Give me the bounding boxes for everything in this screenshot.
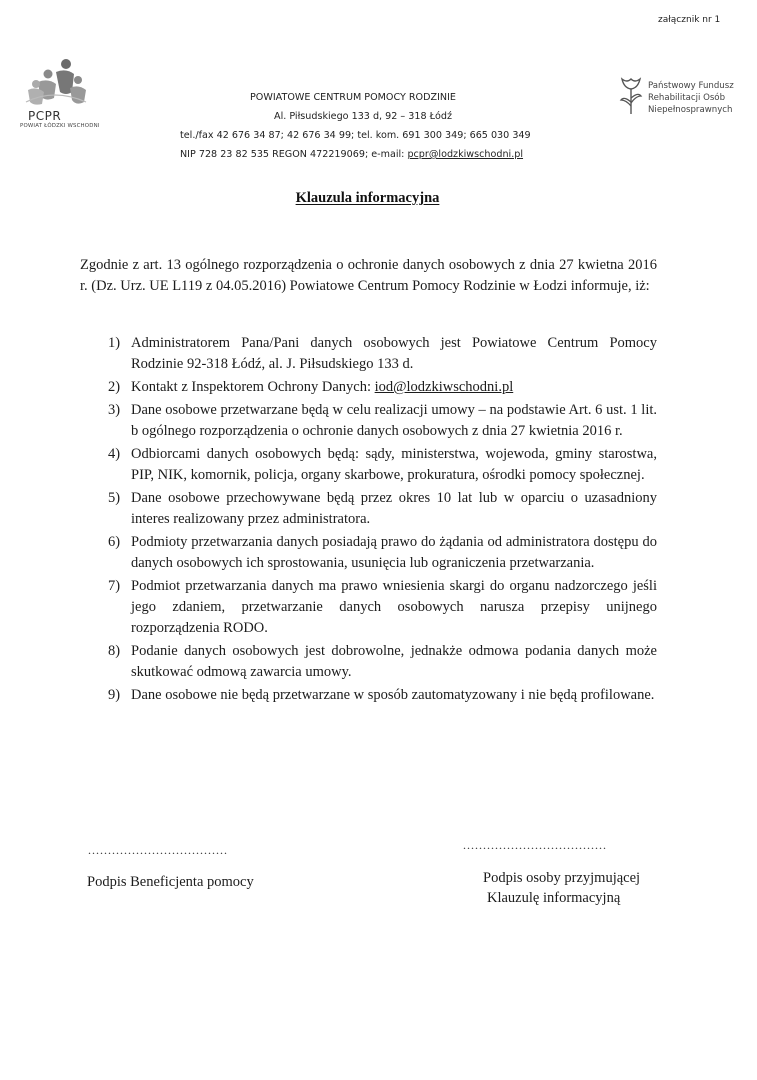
list-item-text: Podmioty przetwarzania danych posiadają prawo do żądania od administratora dostępu do danych osobowych ich sprostowania, usunięcia lub ograniczenia przetwarzania. (131, 534, 657, 571)
list-item-number: 3) (108, 402, 121, 418)
list-item-text: Administratorem Pana/Pani danych osobowych jest Powiatowe Centrum Pomocy Rodzinie 92-318 Łódź, al. J. Piłsudskiego 133 d. (131, 335, 657, 372)
document-title: Klauzula informacyjna (295, 190, 440, 206)
list-item-number: 9) (108, 687, 121, 703)
list-item-text: Dane osobowe nie będą przetwarzane w sposób zautomatyzowany i nie będą profilowane. (131, 687, 655, 703)
list-item-text: Podmiot przetwarzania danych ma prawo wniesienia skargi do organu nadzorczego jeśli jego zdaniem, przetwarzanie danych osobowych narusza przepisy unijnego rozporządzenia RODO. (131, 578, 657, 636)
family-figures-icon (20, 58, 90, 108)
list-item-number: 7) (108, 578, 121, 594)
intro-paragraph: Zgodnie z art. 13 ogólnego rozporządzenia o ochronie danych osobowych z dnia 27 kwietna 2016 r. (Dz. Urz. UE L119 z 04.05.2016) Powiatowe Centrum Pomocy Rodzinie w Łodzi informuje, iż: (80, 257, 657, 294)
list-item (100, 488, 657, 530)
list-item-number: 2) (108, 379, 121, 395)
list-item (100, 576, 657, 639)
clause-list (100, 333, 657, 708)
list-item (100, 333, 657, 375)
list-item-text: Dane osobowe przechowywane będą przez okres 10 lat lub w oparciu o uzasadniony interes realizowany przez administratora. (131, 490, 657, 527)
list-item (100, 400, 657, 442)
organization-ids (170, 145, 570, 164)
pfron-name-line-1: Państwowy Fundusz (648, 81, 734, 91)
receiver-signature-label (483, 868, 683, 908)
list-item (100, 641, 657, 683)
attachment-label: załącznik nr 1 (658, 15, 721, 25)
list-item (100, 532, 657, 574)
ids-text: NIP 728 23 82 535 REGON 472219069; e-mail: (180, 149, 408, 160)
organization-phones: tel./fax 42 676 34 87; 42 676 34 99; tel. kom. 691 300 349; 665 030 349 (180, 130, 531, 141)
list-item-text: Dane osobowe przetwarzane będą w celu realizacji umowy – na podstawie Art. 6 ust. 1 lit. b ogólnego rozporządzenia o ochronie danych osobowych z dnia 27 kwietnia 2016 r. (131, 402, 657, 439)
beneficiary-signature-label: Podpis Beneficjenta pomocy (87, 874, 254, 890)
list-item-text: Podanie danych osobowych jest dobrowolne, jednakże odmowa podania danych może skutkować odmową zawarcia umowy. (131, 643, 657, 680)
list-item-number: 4) (108, 446, 121, 462)
organization-email-link[interactable]: pcpr@lodzkiwschodni.pl (407, 149, 524, 160)
list-item (100, 444, 657, 486)
pfron-name (648, 80, 757, 116)
pcpr-subtitle: POWIAT ŁÓDZKI WSCHODNI (20, 123, 100, 129)
list-item-text: Kontakt z Inspektorem Ochrony Danych: (131, 379, 375, 395)
list-item (100, 377, 657, 398)
list-item (100, 685, 657, 706)
pfron-name-line-3: Niepełnosprawnych (648, 105, 733, 115)
list-item-number: 5) (108, 490, 121, 506)
organization-name: POWIATOWE CENTRUM POMOCY RODZINIE (250, 92, 456, 103)
beneficiary-signature-line: ................................... (88, 843, 228, 857)
list-item-number: 8) (108, 643, 121, 659)
list-item-text: Odbiorcami danych osobowych będą: sądy, ministerstwa, wojewoda, gminy starostwa, PIP, NIK, komornik, policja, organy skarbowe, prokuratura, ośrodki pomocy społecznej. (131, 446, 657, 483)
pcpr-logo (20, 58, 100, 136)
letterhead (170, 88, 570, 164)
tulip-icon (618, 76, 644, 116)
organization-address: Al. Piłsudskiego 133 d, 92 – 318 Łódź (274, 111, 452, 122)
pfron-logo (618, 76, 748, 126)
list-item-number: 6) (108, 534, 121, 550)
iod-email-link[interactable]: iod@lodzkiwschodni.pl (374, 379, 514, 395)
pfron-name-line-2: Rehabilitacji Osób (648, 93, 726, 103)
receiver-signature-line: .................................... (463, 838, 607, 852)
receiver-signature-label-line-1: Podpis osoby przyjmującej (483, 870, 641, 886)
receiver-signature-label-line-2: Klauzulę informacyjną (487, 890, 621, 906)
pcpr-abbreviation: PCPR (28, 109, 62, 123)
list-item-number: 1) (108, 335, 121, 351)
